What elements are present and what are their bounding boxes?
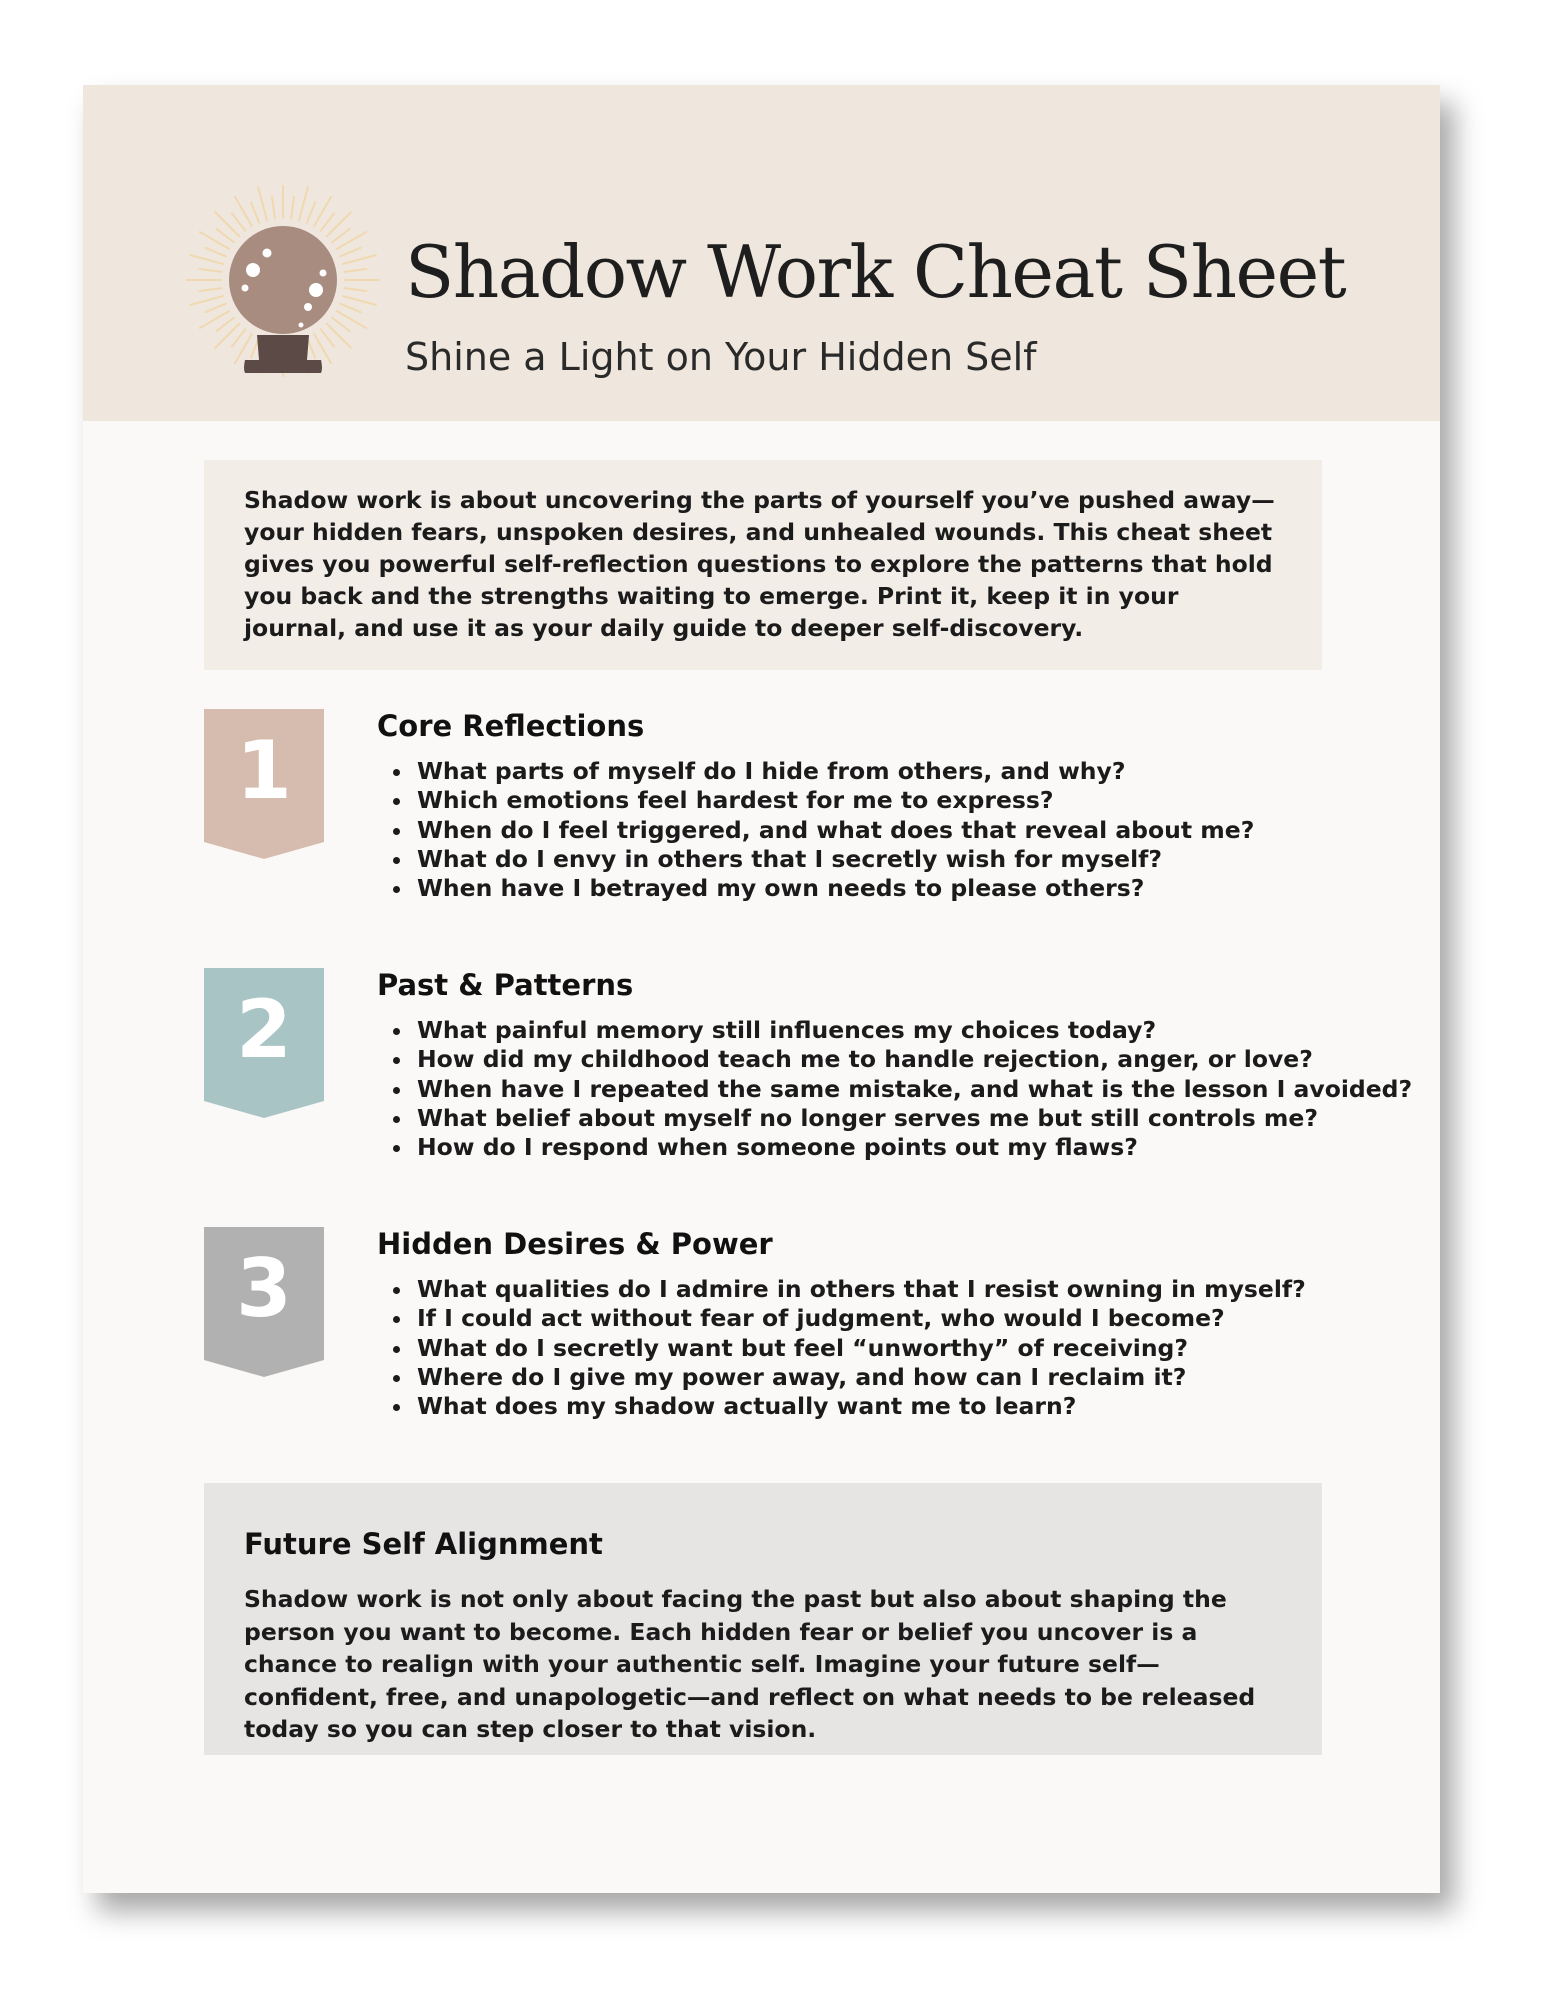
sun-ray — [343, 296, 376, 305]
crystal-ball-icon — [183, 185, 383, 395]
sun-ray — [332, 229, 349, 242]
sun-ray — [299, 187, 308, 220]
question-item: How do I respond when someone points out my flaws? — [387, 1133, 1347, 1162]
sun-ray — [291, 197, 294, 219]
sun-ray — [343, 255, 376, 264]
section-number: 3 — [236, 1242, 292, 1335]
question-item: What painful memory still influences my choices today? — [387, 1016, 1347, 1045]
question-list — [387, 1275, 1347, 1421]
sun-ray — [205, 304, 225, 312]
question-item: What parts of myself do I hide from others, and why? — [387, 757, 1347, 786]
section-title: Core Reflections — [377, 709, 645, 743]
sun-ray — [321, 329, 334, 346]
sun-ray — [215, 324, 239, 348]
sun-ray — [344, 288, 366, 291]
section-number: 1 — [236, 724, 292, 817]
sun-ray — [307, 202, 315, 222]
sun-ray — [232, 213, 245, 230]
section-number: 2 — [236, 983, 292, 1076]
sun-ray — [258, 187, 267, 220]
section-number-badge — [204, 709, 324, 859]
sun-ray — [327, 324, 351, 348]
question-item: Which emotions feel hardest for me to express? — [387, 786, 1347, 815]
sun-ray — [251, 202, 259, 222]
sun-ray — [340, 304, 360, 312]
question-item: If I could act without fear of judgment, who would I become? — [387, 1304, 1347, 1333]
sun-ray — [327, 212, 351, 236]
sun-ray — [321, 213, 334, 230]
future-text: Shadow work is not only about facing the past but also about shaping the person you want to become. Each hidden fear or belief you uncover is a chance to realign with your authentic self. Imagine your future self—confident, free, and unapologetic—and reflect on what needs to be released today so you can step closer to that vision. — [244, 1585, 1256, 1743]
page-subtitle: Shine a Light on Your Hidden Self — [405, 335, 1037, 379]
sun-ray — [232, 329, 245, 346]
section-number-badge — [204, 968, 324, 1118]
intro-text: Shadow work is about uncovering the parts of yourself you’ve pushed away—your hidden fears, unspoken desires, and unhealed wounds. This cheat sheet gives you powerful self-reflection questions to explore the patterns that hold you back and the strengths waiting to emerge. Print it, keep it in your journal, and use it as your daily guide to deeper self-discovery. — [244, 486, 1275, 642]
question-item: What belief about myself no longer serves me but still controls me? — [387, 1104, 1347, 1133]
sun-ray — [200, 269, 222, 272]
section-title: Past & Patterns — [377, 968, 634, 1002]
question-item: When do I feel triggered, and what does that reveal about me? — [387, 816, 1347, 845]
question-item: Where do I give my power away, and how can I reclaim it? — [387, 1363, 1347, 1392]
sun-ray — [200, 288, 222, 291]
question-item: How did my childhood teach me to handle rejection, anger, or love? — [387, 1045, 1347, 1074]
section-number-badge — [204, 1227, 324, 1377]
question-item: What do I secretly want but feel “unworthy” of receiving? — [387, 1334, 1347, 1363]
sun-ray — [216, 318, 233, 331]
sun-ray — [344, 269, 366, 272]
sun-ray — [190, 255, 223, 264]
sun-ray — [190, 296, 223, 305]
future-self-box — [204, 1483, 1322, 1755]
question-list — [387, 1016, 1413, 1162]
sun-ray — [215, 212, 239, 236]
question-item: When have I repeated the same mistake, and what is the lesson I avoided? — [387, 1075, 1347, 1104]
question-item: What qualities do I admire in others that I resist owning in myself? — [387, 1275, 1347, 1304]
sun-ray — [205, 248, 225, 256]
question-item: What do I envy in others that I secretly wish for myself? — [387, 845, 1347, 874]
sun-ray — [216, 229, 233, 242]
question-list — [387, 757, 1347, 903]
intro-box — [204, 460, 1322, 670]
future-title: Future Self Alignment — [244, 1527, 603, 1561]
sun-ray — [340, 248, 360, 256]
page-title: Shadow Work Cheat Sheet — [405, 230, 1346, 314]
cheat-sheet-page — [83, 85, 1440, 1893]
sun-ray — [332, 318, 349, 331]
question-item: When have I betrayed my own needs to please others? — [387, 874, 1347, 903]
sun-ray — [272, 197, 275, 219]
section-title: Hidden Desires & Power — [377, 1227, 773, 1261]
question-item: What does my shadow actually want me to learn? — [387, 1392, 1347, 1421]
header-banner — [83, 85, 1440, 421]
